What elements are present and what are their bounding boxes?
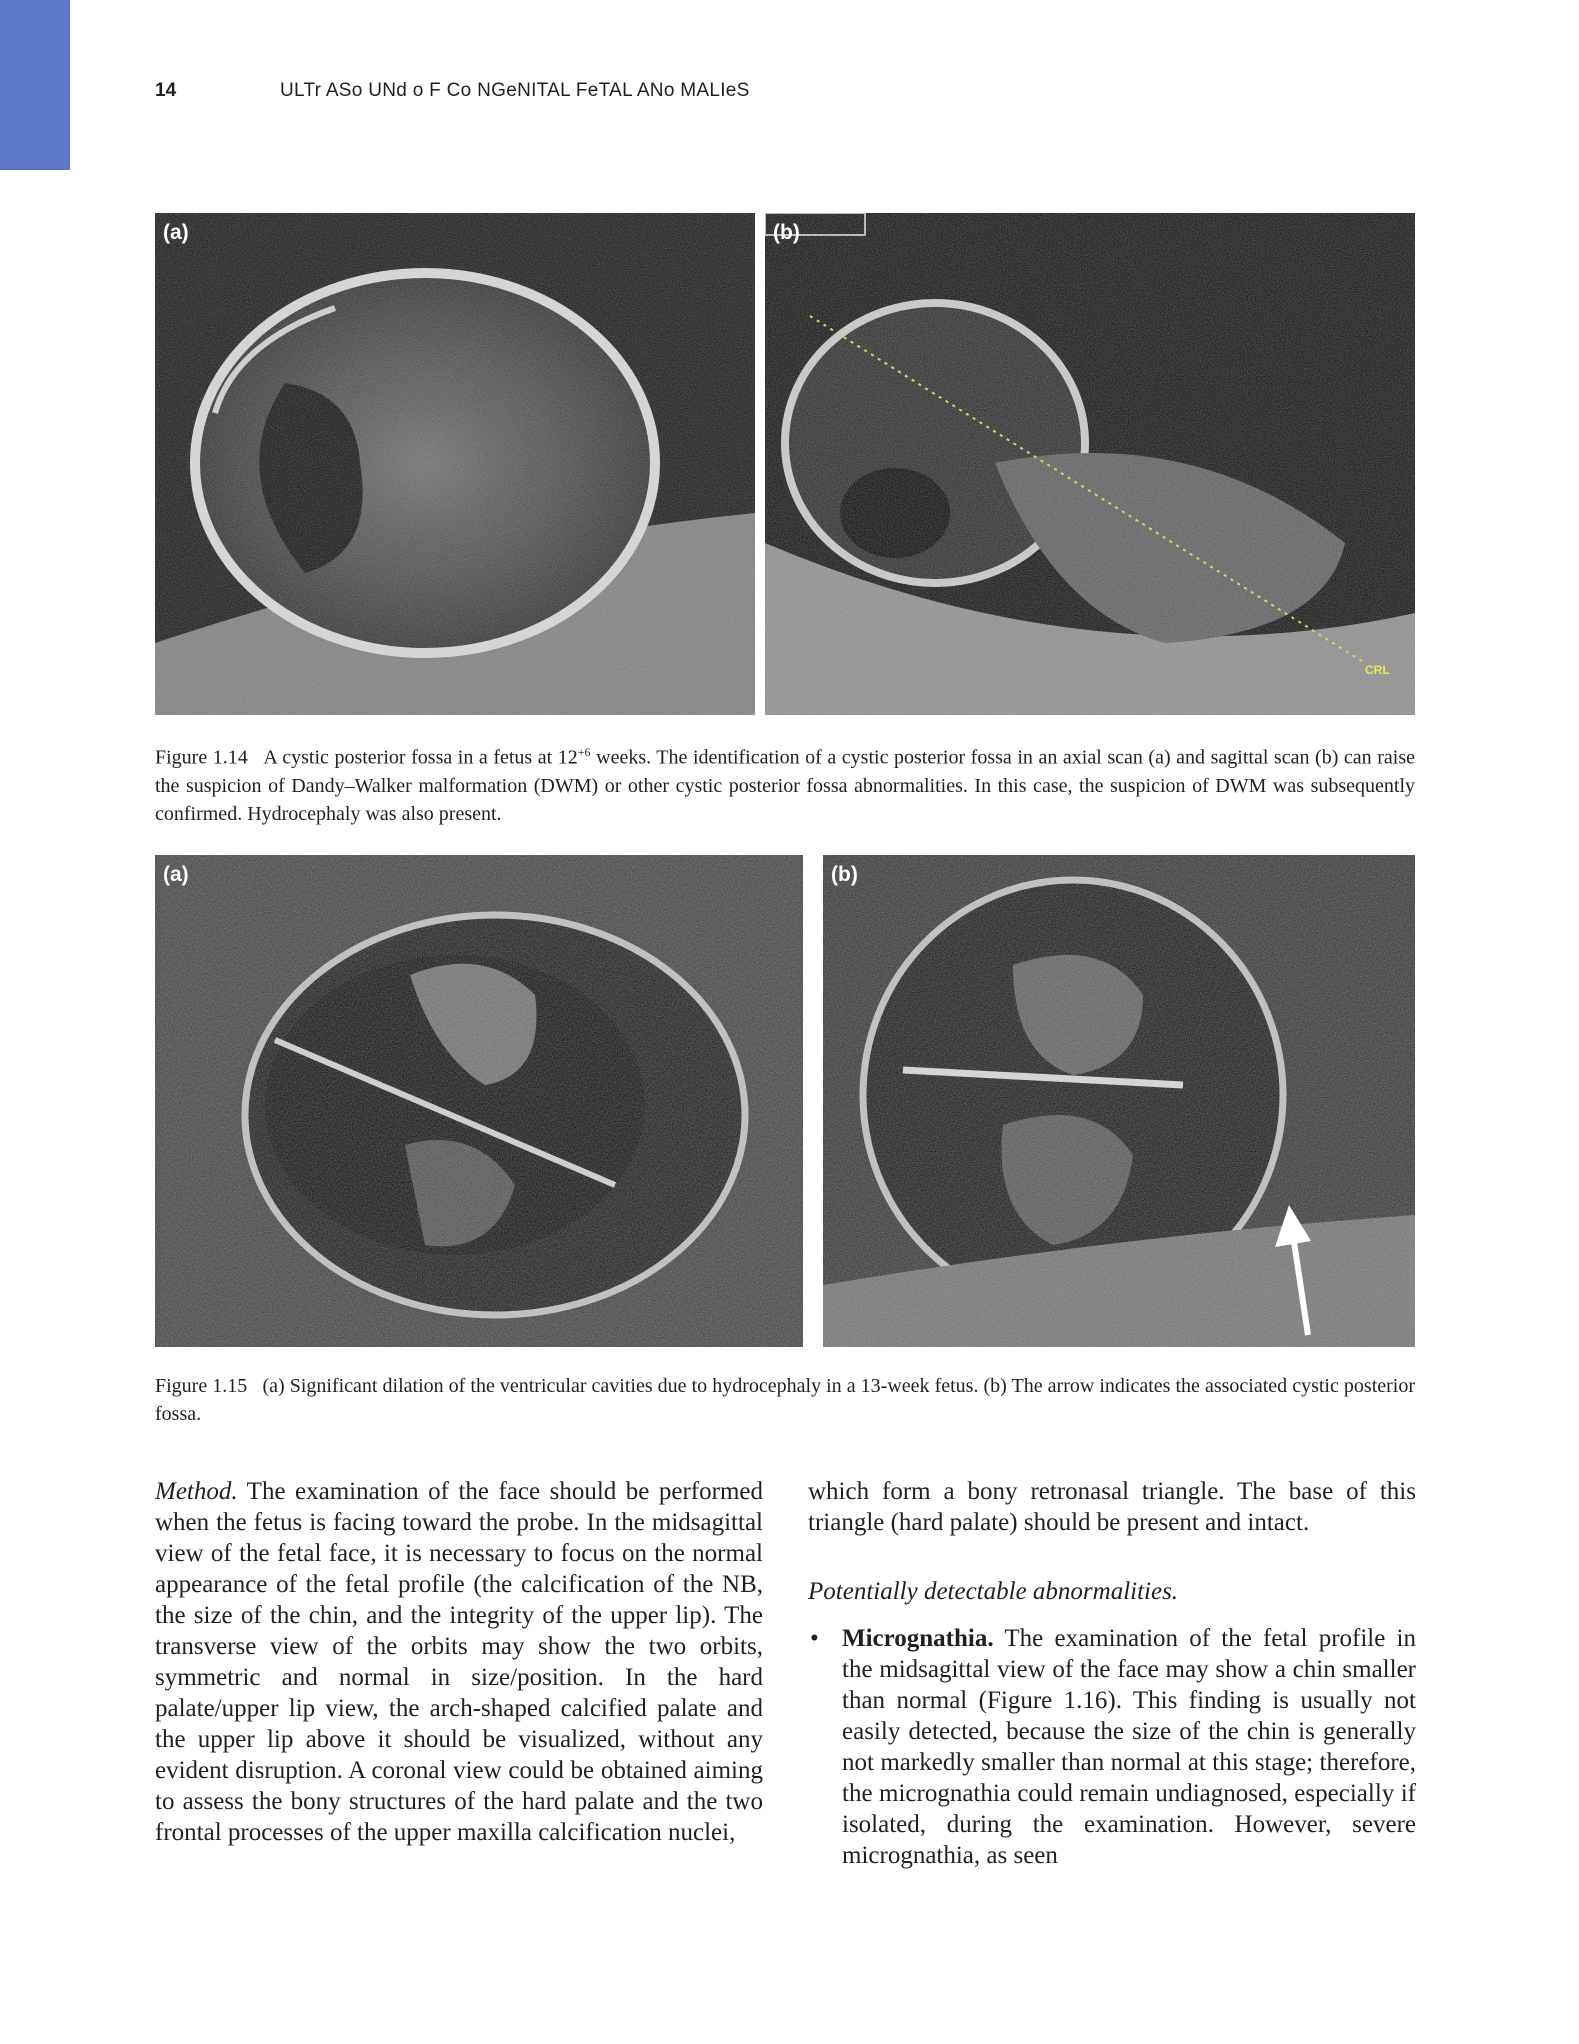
panel-label: (a)	[163, 221, 189, 244]
figure-1-15-caption	[155, 1372, 1415, 1428]
running-header	[155, 80, 750, 102]
figure-1-14-caption	[155, 738, 1415, 828]
figure-1-15-panel-a	[155, 855, 803, 1347]
running-title: ULTr ASo UNd o F Co NGeNITAL FeTAL ANo MALIeS	[280, 80, 750, 101]
ultrasound-image-hydrocephaly	[155, 855, 803, 1347]
bullet-text: The examination of the fetal profile in the midsagittal view of the face may show a chin smaller than normal (Figure 1.16). This finding is usually not easily detected, because the size of the chin is generally not markedly smaller than normal at this stage; therefore, the micrognathia could remain undiagnosed, especially if isolated, during the examination. However, severe micrognathia, as seen	[842, 1625, 1416, 1869]
ultrasound-image-posterior-fossa	[823, 855, 1415, 1347]
ultrasound-image-axial	[155, 213, 755, 715]
crl-measurement-label: CRL	[1365, 663, 1390, 677]
caption-superscript: +6	[577, 745, 591, 759]
caption-text-post: weeks. The identification of a cystic posterior fossa in an axial scan (a) and sagittal scan (b) can raise the suspicion of Dandy–Walker malformation (DWM) or other cystic posterior fossa abnormalities. In this case, the suspicion of DWM was subsequently confirmed. Hydrocephaly was also present.	[155, 746, 1415, 825]
paragraph	[155, 1476, 763, 1848]
figure-1-15-panel-b	[823, 855, 1415, 1347]
figure-1-14-panel-a	[155, 213, 755, 715]
caption-text-pre: A cystic posterior fossa in a fetus at 12	[263, 746, 578, 769]
body-column-right	[808, 1476, 1416, 1871]
subheading: Potentially detectable abnormalities.	[808, 1578, 1179, 1605]
body-column-left	[155, 1476, 763, 1848]
caption-text: (a) Significant dilation of the ventricular cavities due to hydrocephaly in a 13-week fetus. (b) The arrow indicates the associated cystic posterior fossa.	[155, 1375, 1416, 1425]
paragraph: which form a bony retronasal triangle. The base of this triangle (hard palate) should be present and intact.	[808, 1478, 1416, 1536]
panel-label: (a)	[163, 863, 189, 886]
panel-label: (b)	[773, 221, 800, 244]
figure-1-14-panel-b	[765, 213, 1415, 715]
caption-label: Figure 1.14	[155, 746, 248, 769]
ultrasound-image-sagittal	[765, 213, 1415, 715]
paragraph-text: The examination of the face should be performed when the fetus is facing toward the probe. In the midsagittal view of the fetal face, it is necessary to focus on the normal appearance of the fetal profile (the calcification of the NB, the size of the chin, and the integrity of the upper lip). The transverse view of the orbits may show the two orbits, symmetric and normal in size/position. In the hard palate/upper lip view, the arch-shaped calcified palate and the upper lip above it should be visualized, without any evident disruption. A coronal view could be obtained aiming to assess the bony structures of the hard palate and the two frontal processes of the upper maxilla calcification nuclei,	[155, 1478, 763, 1846]
panel-label: (b)	[831, 863, 858, 886]
paragraph-lead: Method.	[155, 1478, 238, 1505]
bullet-symbol: •	[810, 1625, 819, 1652]
bullet-item	[808, 1623, 1416, 1871]
bullet-term: Micrognathia.	[842, 1625, 994, 1652]
caption-label: Figure 1.15	[155, 1375, 248, 1397]
chapter-tab	[0, 0, 70, 170]
page-number: 14	[155, 80, 177, 101]
